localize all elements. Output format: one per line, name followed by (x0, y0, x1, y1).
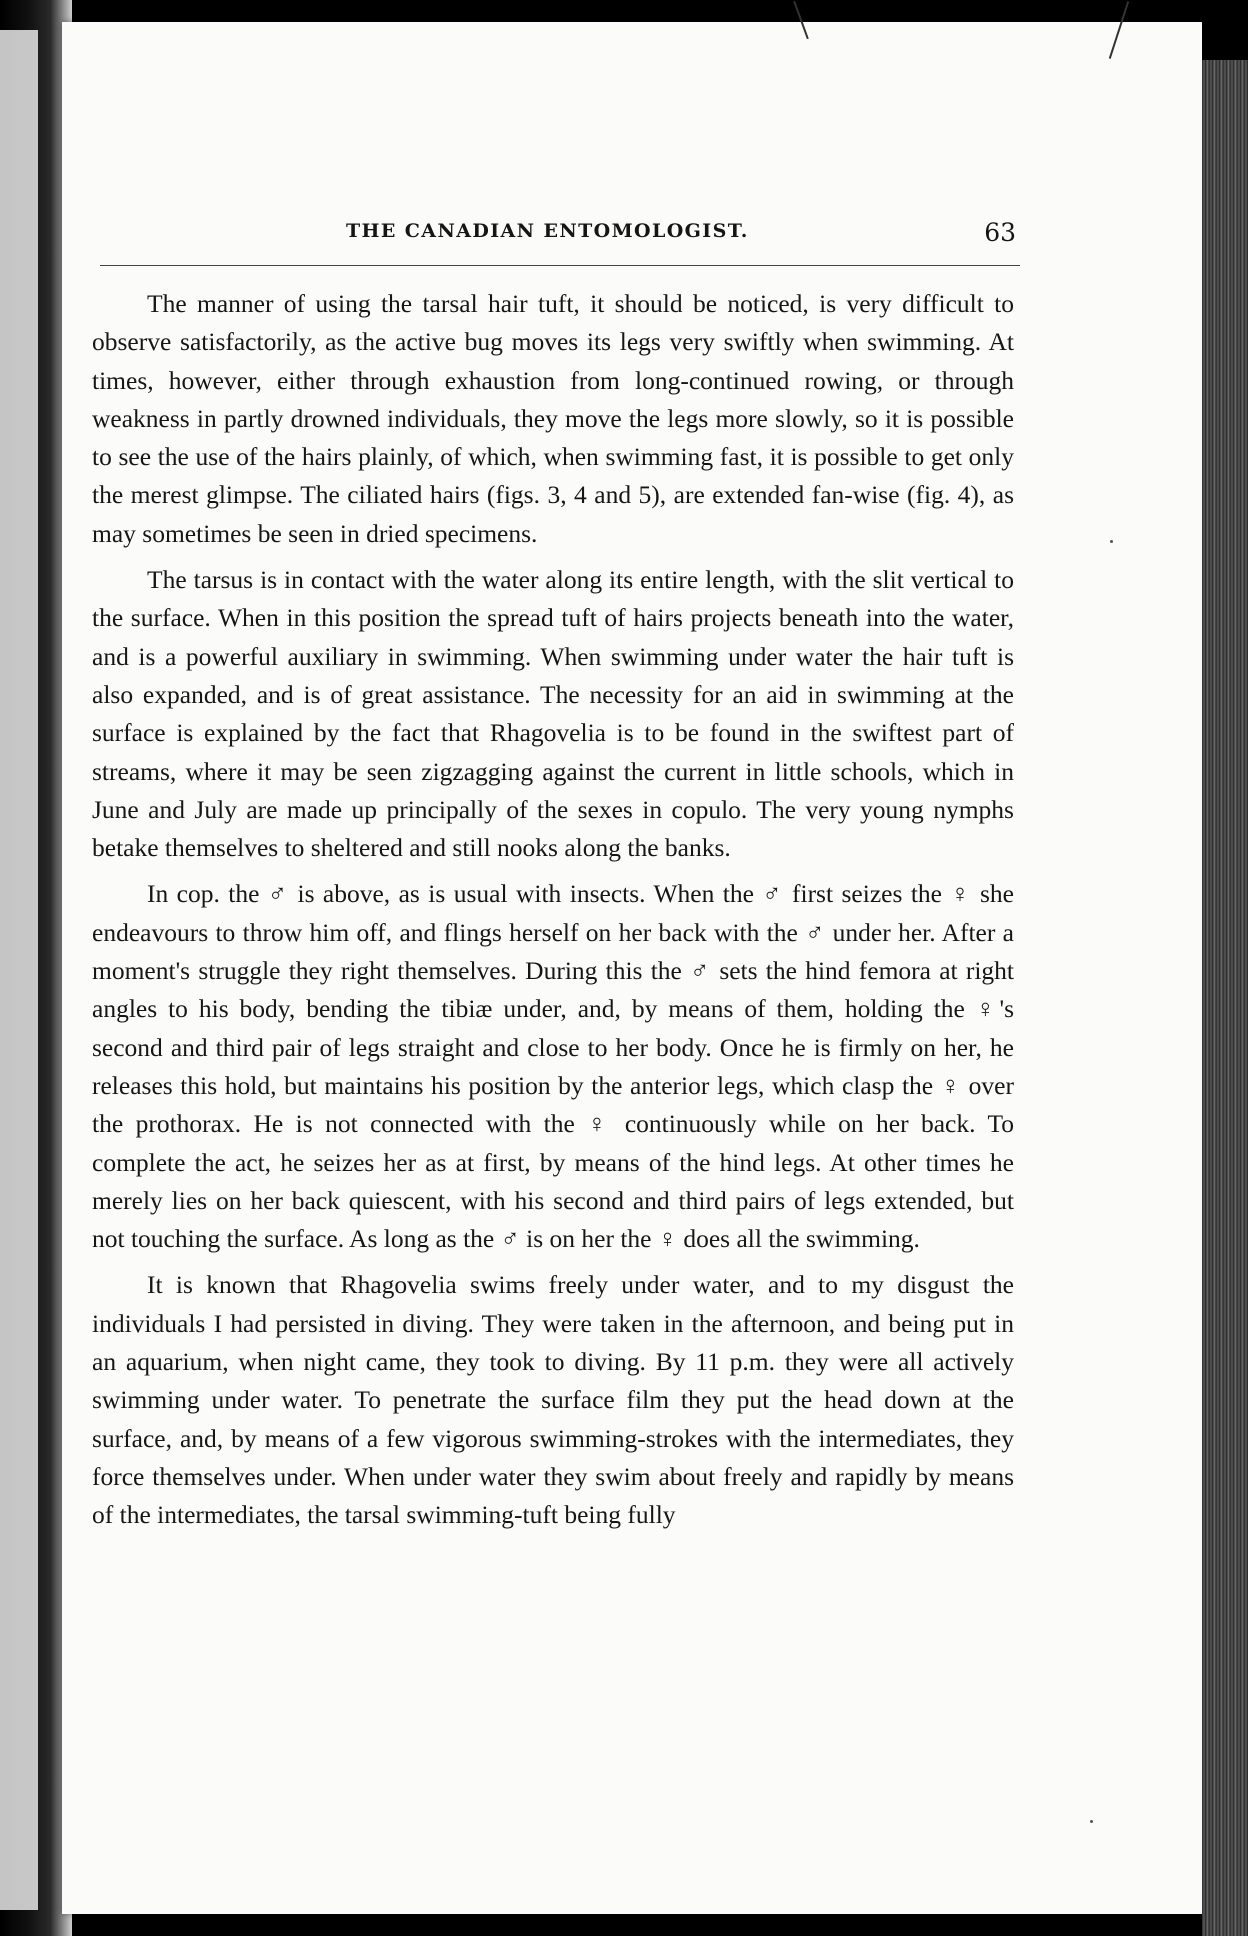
paragraph: It is known that Rhagovelia swims freely under water, and to my disgust the individuals I had persisted in diving. They were taken in the afternoon, and being put in an aquarium, when night came, they took to diving. By 11 p.m. they were all actively swimming under water. To penetrate the surface film they put the head down at the surface, and, by means of a few vigorous swimming-strokes with the intermediates, they force themselves under. When under water they swim about freely and rapidly by means of the intermediates, the tarsal swimming-tuft being fully (92, 1270, 1014, 1530)
paragraph: The manner of using the tarsal hair tuft, it should be noticed, is very difficult to observe satisfactorily, as the active bug moves its legs very swiftly when swimming. At times, however, either through exhaustion from long-continued rowing, or through weakness in partly drowned individuals, they move the legs more slowly, so it is possible to see the use of the hairs plainly, of which, when swimming fast, it is possible to get only the merest glimpse. The ciliated hairs (figs. 3, 4 and 5), are extended fan-wise (fig. 4), as may sometimes be seen in dried specimens. (92, 289, 1014, 548)
previous-page-sliver (0, 30, 38, 1910)
dust-speck (1090, 1820, 1093, 1823)
dust-speck (1110, 540, 1113, 543)
page-stack-edges (1202, 60, 1248, 1936)
paragraph: The tarsus is in contact with the water along its entire length, with the slit vertical to the surface. When in this position the spread tuft of hairs projects beneath into the water, and is a powerful auxiliary in swimming. When swimming under water the hair tuft is also expanded, and is of great assistance. The necessity for an aid in swimming at the surface is explained by the fact that Rhagovelia is to be found in the swiftest part of streams, where it may be seen zigzagging against the current in little schools, which in June and July are made up principally of the sexes in copulo. The very young nymphs betake themselves to sheltered and still nooks along the banks. (92, 565, 1014, 863)
running-head: THE CANADIAN ENTOMOLOGIST. (346, 220, 749, 242)
page-header (286, 218, 1026, 262)
paragraph: In cop. the ♂ is above, as is usual with insects. When the ♂ first seizes the ♀ she endeavours to throw him off, and flings herself on her back with the ♂ under her. After a moment's struggle they right themselves. During this the ♂ sets the hind femora at right angles to his body, bending the tibiæ under, and, by means of them, holding the ♀'s second and third pair of legs straight and close to her body. Once he is firmly on her, he releases this hold, but maintains his position by the anterior legs, which clasp the ♀ over the prothorax. He is not connected with the ♀ continuously while on her back. To complete the act, he seizes her as at first, by means of the hind legs. At other times he merely lies on her back quiescent, with his second and third pairs of legs extended, but not touching the surface. As long as the ♂ is on her the ♀ does all the swimming. (92, 879, 1014, 1254)
body-text (92, 285, 1014, 1535)
page-number: 63 (984, 218, 1016, 247)
header-rule (100, 265, 1020, 266)
